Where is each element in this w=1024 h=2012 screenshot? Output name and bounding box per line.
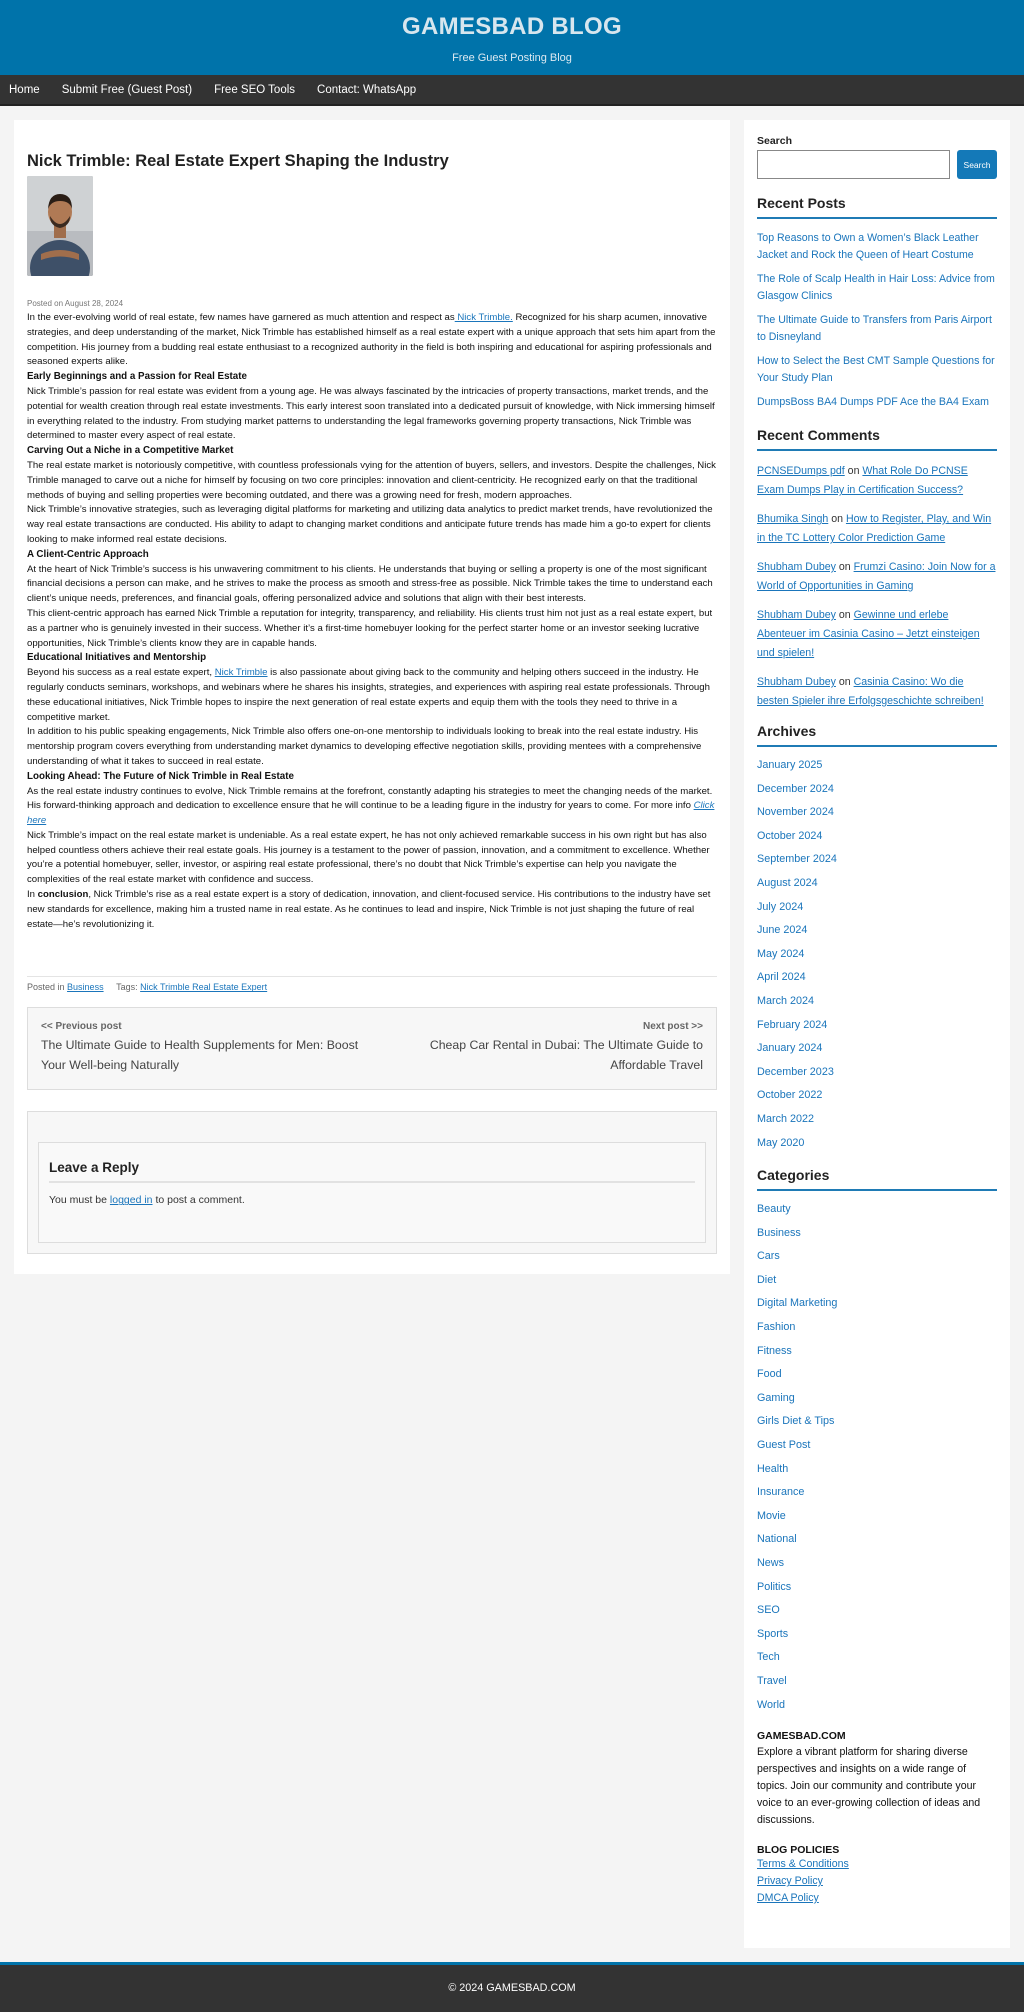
- nick-trimble-link[interactable]: Nick Trimble.: [454, 312, 513, 323]
- category-link[interactable]: Guest Post: [757, 1439, 811, 1452]
- category-link[interactable]: Health: [757, 1462, 789, 1475]
- about-text: Explore a vibrant platform for sharing diverse perspectives and insights on a wide range of topics. Join our community and contribute your voice to an ever-growing collection of ideas and discussions.: [757, 1746, 981, 1827]
- paragraph-conclusion: In conclusion, Nick Trimble’s rise as a real estate expert is a story of dedication, innovation, and client-focused service. His contributions to the industry have set new standards for excellence, making him a trusted name in real estate. As he continues to lead and inspire, Nick Trimble is not just shaping the future of real estate—he’s revolutionizing it.: [27, 889, 711, 930]
- paragraph: Nick Trimble’s impact on the real estate market is undeniable. As a real estate expert, he has not only achieved remarkable success in his own right but has also helped countless others achieve their real estate goals. His journey is a testament to the power of passion, innovation, and a commitment to excellence. Whether you’re a potential homebuyer, seller, investor, or aspiring real estate professional, there’s no doubt that Nick Trimble’s expertise can help you navigate the complexities of the real estate market with confidence and success.: [27, 829, 710, 886]
- comment-author-link[interactable]: Shubham Dubey: [757, 676, 836, 688]
- search-button[interactable]: Search: [957, 150, 997, 179]
- paragraph: This client-centric approach has earned Nick Trimble a reputation for integrity, transparency, and reliability. His clients trust him not just as a real estate expert, but as a partner who is genuinely invested in their success. Whether it’s a first-time homebuyer looking for the perfect starter home or an investor seeking lucrative opportunities, Nick Trimble’s clients know they are in capable hands.: [27, 607, 713, 649]
- archive-link[interactable]: December 2023: [757, 1065, 834, 1078]
- archive-link[interactable]: February 2024: [757, 1018, 828, 1031]
- paragraph: The real estate market is notoriously competitive, with countless professionals vying for the attention of buyers, sellers, and investors. Despite the challenges, Nick Trimble managed to carve out a niche for himself by focusing on two core principles: innovation and client-centricity. He recognized early on that the traditional methods of buying and selling properties were becoming outdated, and there was a growing need for fresh, modern approaches.: [27, 459, 716, 501]
- category-link[interactable]: Cars: [757, 1250, 780, 1263]
- site-header: [0, 0, 1024, 75]
- paragraph: In addition to his public speaking engagements, Nick Trimble also offers one-on-one mentorship to individuals looking to break into the real estate industry. His mentorship program covers everything from understanding market dynamics to developing effective negotiation skills, providing mentees with a comprehensive understanding of what it takes to succeed in real estate.: [27, 726, 702, 767]
- paragraph: Nick Trimble’s passion for real estate was evident from a young age. He was always fascinated by the intricacies of property transactions, market trends, and the potential for wealth creation through real estate investments. This early interest soon translated into a dedicated pursuit of knowledge, with Nick immersing himself in everything related to the industry. From studying market patterns to understanding the legal frameworks governing property transactions, Nick Trimble was determined to master every aspect of real estate.: [27, 385, 715, 442]
- previous-post-label: << Previous post: [41, 1021, 122, 1033]
- archive-link[interactable]: May 2024: [757, 947, 805, 960]
- category-link[interactable]: Politics: [757, 1580, 792, 1593]
- category-link[interactable]: Gaming: [757, 1391, 795, 1404]
- categories-title: Categories: [757, 1167, 997, 1191]
- previous-post[interactable]: [41, 1021, 371, 1076]
- post-meta: Posted in Business Tags: Nick Trimble Real Estate Expert: [27, 976, 717, 992]
- paragraph: At the heart of Nick Trimble’s success is his unwavering commitment to his clients. He understands that buying or selling a property is one of the most significant financial decisions a person can make, and he strives to make the process as smooth and stress-free as possible. Nick Trimble takes the time to understand each client’s unique needs, preferences, and financial goals, offering personalized advice and solutions that align with their best interests.: [27, 563, 713, 605]
- post-navigation: [27, 1007, 717, 1090]
- archives-title: Archives: [757, 723, 997, 747]
- recent-post-link[interactable]: Top Reasons to Own a Women’s Black Leather Jacket and Rock the Queen of Heart Costume: [757, 232, 979, 261]
- category-link[interactable]: National: [757, 1533, 797, 1546]
- category-link[interactable]: Diet: [757, 1273, 777, 1286]
- next-post-label: Next post >>: [642, 1021, 703, 1033]
- author-photo: [27, 176, 93, 276]
- archive-link[interactable]: April 2024: [757, 971, 806, 984]
- archive-link[interactable]: June 2024: [757, 924, 808, 937]
- heading-looking-ahead: Looking Ahead: The Future of Nick Trimble in Real Estate: [27, 770, 294, 782]
- footer-copyright: © 2024 GAMESBAD.COM: [448, 1982, 576, 1994]
- category-link[interactable]: Sports: [757, 1627, 789, 1640]
- comment-post-link[interactable]: What Role Do PCNSE Exam Dumps Play in Certification Success?: [757, 465, 968, 496]
- nav-free-seo-tools[interactable]: Free SEO Tools: [214, 83, 296, 96]
- next-post[interactable]: [373, 1021, 703, 1076]
- post-content: [27, 311, 717, 932]
- recent-post-link[interactable]: How to Select the Best CMT Sample Questions for Your Study Plan: [757, 355, 995, 384]
- category-link[interactable]: Business: [757, 1226, 801, 1239]
- recent-comments-title: Recent Comments: [757, 427, 997, 451]
- comment-post-link[interactable]: Casinia Casino: Wo die besten Spieler ihre Erfolgsgeschichte schreiben!: [757, 676, 984, 707]
- archive-link[interactable]: March 2022: [757, 1112, 815, 1125]
- reply-login-notice: You must be logged in to post a comment.: [49, 1194, 245, 1207]
- recent-comment: Shubham Dubey on Gewinne und erlebe Abenteuer im Casinia Casino – Jetzt einsteigen und spielen!: [757, 609, 980, 659]
- search-label: Search: [757, 135, 793, 147]
- heading-educational: Educational Initiatives and Mentorship: [27, 652, 207, 664]
- terms-link[interactable]: Terms & Conditions: [757, 1858, 849, 1871]
- category-link[interactable]: Business: [67, 982, 104, 993]
- category-link[interactable]: Fashion: [757, 1321, 796, 1334]
- category-link[interactable]: Food: [757, 1368, 782, 1381]
- category-link[interactable]: Movie: [757, 1509, 786, 1522]
- archive-link[interactable]: July 2024: [757, 900, 804, 913]
- previous-post-title[interactable]: The Ultimate Guide to Health Supplements for Men: Boost Your Well-being Naturally: [41, 1038, 359, 1073]
- recent-post-link[interactable]: The Ultimate Guide to Transfers from Paris Airport to Disneyland: [757, 314, 992, 343]
- recent-posts-list: [757, 230, 997, 411]
- heading-early-beginnings: Early Beginnings and a Passion for Real Estate: [27, 371, 247, 383]
- recent-comment: Shubham Dubey on Casinia Casino: Wo die besten Spieler ihre Erfolgsgeschichte schreiben!: [757, 676, 984, 707]
- site-title[interactable]: GAMESBAD BLOG: [402, 13, 622, 40]
- categories-list: [757, 1198, 997, 1717]
- category-link[interactable]: Travel: [757, 1674, 787, 1687]
- category-link[interactable]: Digital Marketing: [757, 1297, 838, 1310]
- person-photo-icon: [27, 176, 93, 276]
- nav-contact-whatsapp[interactable]: Contact: WhatsApp: [317, 83, 417, 96]
- site-footer: [0, 1962, 1024, 2012]
- archive-link[interactable]: September 2024: [757, 853, 837, 866]
- archives-list: [757, 754, 997, 1155]
- comment-author-link[interactable]: Shubham Dubey: [757, 561, 836, 573]
- privacy-link[interactable]: Privacy Policy: [757, 1875, 823, 1888]
- about-title: GAMESBAD.COM: [757, 1730, 846, 1743]
- comment-post-link[interactable]: How to Register, Play, and Win in the TC Lottery Color Prediction Game: [757, 513, 992, 544]
- nick-trimble-link-2[interactable]: Nick Trimble: [214, 667, 268, 679]
- next-post-title[interactable]: Cheap Car Rental in Dubai: The Ultimate Guide to Affordable Travel: [429, 1038, 703, 1073]
- category-link[interactable]: News: [757, 1557, 784, 1569]
- reply-title: Leave a Reply: [49, 1160, 695, 1183]
- sidebar: [744, 120, 1010, 1948]
- comments-section: [27, 1111, 717, 1254]
- heading-client-centric: A Client-Centric Approach: [27, 548, 149, 560]
- main-content: [14, 120, 730, 1274]
- category-link[interactable]: Fitness: [757, 1344, 792, 1357]
- archive-link[interactable]: December 2024: [757, 782, 834, 795]
- comment-author-link[interactable]: Shubham Dubey: [757, 609, 836, 621]
- comment-post-link[interactable]: Gewinne und erlebe Abenteuer im Casinia Casino – Jetzt einsteigen und spielen!: [757, 609, 980, 659]
- archive-link[interactable]: August 2024: [757, 876, 818, 889]
- recent-comments-list: [757, 462, 997, 711]
- category-link[interactable]: Beauty: [757, 1203, 791, 1216]
- paragraph: Beyond his success as a real estate expert, Nick Trimble is also passionate about giving back to the community and helping others succeed in the industry. He regularly conducts seminars, workshops, and webinars where he shares his insights, strategies, and experiences with aspiring real estate professionals. Through these educational initiatives, Nick Trimble hopes to inspire the next generation of real estate experts and equip them with the tools they need to thrive in a competitive market.: [27, 667, 710, 723]
- recent-comment: Bhumika Singh on How to Register, Play, and Win in the TC Lottery Color Prediction Game: [757, 513, 992, 544]
- click-here-link[interactable]: Click here: [27, 800, 715, 827]
- nav-submit-guest-post[interactable]: Submit Free (Guest Post): [61, 83, 193, 96]
- recent-post-link[interactable]: DumpsBoss BA4 Dumps PDF Ace the BA4 Exam: [757, 396, 989, 408]
- paragraph: Nick Trimble’s innovative strategies, such as leveraging digital platforms for marketing and utilizing data analytics to predict market trends, have revolutionized the way real estate transactions are conducted. His ability to adapt to changing market conditions and anticipate future trends has made him a go-to expert for clients looking to make informed real estate decisions.: [27, 504, 713, 545]
- recent-comment: PCNSEDumps pdf on What Role Do PCNSE Exam Dumps Play in Certification Success?: [757, 465, 968, 496]
- search-input[interactable]: [757, 150, 950, 179]
- paragraph-intro: In the ever-evolving world of real estate, few names have garnered as much attention and respect as Nick Trimble. Recognized for his sharp acumen, innovative strategies, and deep understanding of the market, Nick Trimble has established himself as a real estate expert with a unique approach that sets him apart from the competition. His journey from a budding real estate enthusiast to a recognized authority in the field is both inspiring and educational for aspiring professionals and seasoned experts alike.: [27, 312, 716, 368]
- comment-post-link[interactable]: Frumzi Casino: Join Now for a World of Opportunities in Gaming: [757, 561, 996, 592]
- recent-comment: Shubham Dubey on Frumzi Casino: Join Now for a World of Opportunities in Gaming: [757, 561, 996, 592]
- reply-box: [38, 1142, 706, 1243]
- comment-author-link[interactable]: PCNSEDumps pdf: [757, 465, 845, 477]
- category-link[interactable]: Insurance: [757, 1486, 805, 1499]
- nav-home[interactable]: Home: [9, 83, 40, 96]
- category-link[interactable]: World: [757, 1698, 785, 1711]
- archive-link[interactable]: March 2024: [757, 994, 815, 1007]
- tag-link[interactable]: Nick Trimble Real Estate Expert: [140, 982, 268, 993]
- category-link[interactable]: Girls Diet & Tips: [757, 1415, 835, 1428]
- paragraph: As the real estate industry continues to evolve, Nick Trimble remains at the forefront, constantly adapting his strategies to meet the changing needs of the market. His forward-thinking approach and dedication to excellence ensure that he will continue to be a leading figure in the industry for years to come. For more info Click here: [27, 785, 715, 827]
- archive-link[interactable]: November 2024: [757, 806, 834, 819]
- logged-in-link[interactable]: logged in: [109, 1194, 153, 1207]
- dmca-link[interactable]: DMCA Policy: [757, 1892, 819, 1905]
- comment-author-link[interactable]: Bhumika Singh: [757, 513, 829, 525]
- heading-carving-niche: Carving Out a Niche in a Competitive Market: [27, 445, 234, 457]
- post-title: Nick Trimble: Real Estate Expert Shaping the Industry: [27, 152, 449, 170]
- policies-title: BLOG POLICIES: [757, 1844, 840, 1857]
- category-link[interactable]: SEO: [757, 1604, 780, 1617]
- recent-posts-title: Recent Posts: [757, 195, 997, 219]
- archive-link[interactable]: January 2025: [757, 759, 823, 771]
- recent-post-link[interactable]: The Role of Scalp Health in Hair Loss: Advice from Glasgow Clinics: [757, 273, 995, 302]
- archive-link[interactable]: January 2024: [757, 1042, 823, 1055]
- main-nav: [0, 75, 1024, 106]
- category-link[interactable]: Tech: [757, 1651, 780, 1664]
- posted-on-date: Posted on August 28, 2024: [27, 299, 124, 308]
- archive-link[interactable]: May 2020: [757, 1136, 805, 1149]
- site-tagline: Free Guest Posting Blog: [452, 52, 572, 64]
- search-form: [757, 150, 997, 179]
- archive-link[interactable]: October 2024: [757, 829, 823, 842]
- archive-link[interactable]: October 2022: [757, 1089, 823, 1102]
